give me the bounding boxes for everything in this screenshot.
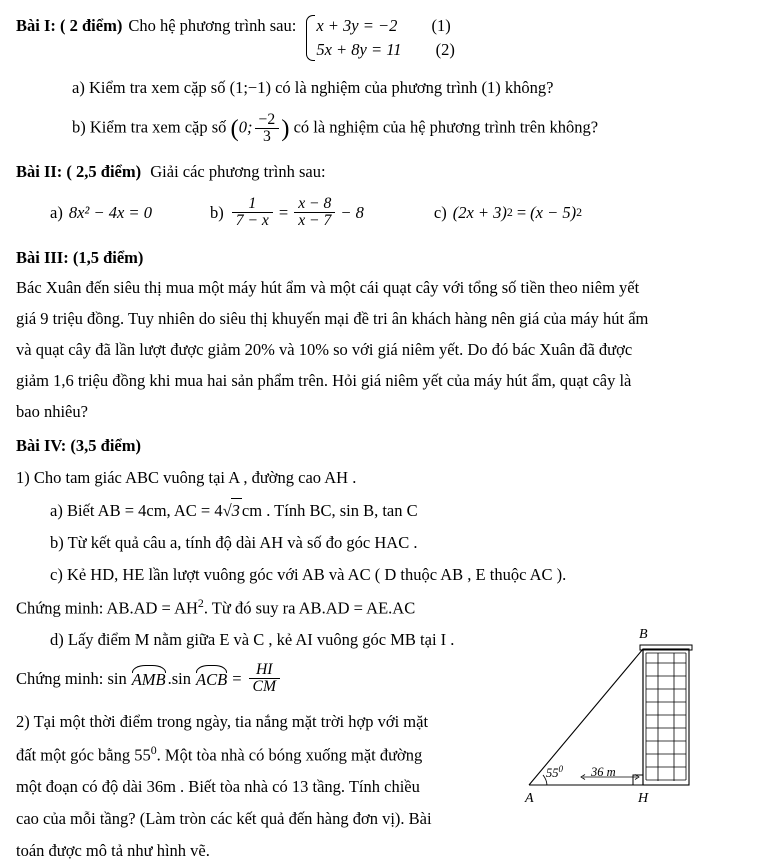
bai2-c-label: c) xyxy=(433,202,447,222)
figure-label-h: H xyxy=(638,791,649,806)
bai2-a-equation: 8x² − 4x = 0 xyxy=(68,202,152,222)
bai1-eq2-row xyxy=(316,38,455,62)
bai1-paren-close: ) xyxy=(281,114,290,142)
bai4-q1a xyxy=(50,498,741,523)
bai2-b-frac2-den: x − 7 xyxy=(294,212,335,229)
building-outline xyxy=(643,649,689,785)
bai4-q1a-radicand: 3 xyxy=(231,498,242,523)
bai4-q1c: c) Kẻ HD, HE lần lượt vuông góc với AB và AC ( D thuộc AB , E thuộc AC ). xyxy=(50,564,567,584)
bai2-c-left-exp: 2 xyxy=(506,204,513,219)
bai3-line-5: bao nhiêu? xyxy=(16,402,88,422)
bai1-eq2-tag: (2) xyxy=(435,39,455,59)
bai2-lead: Giải các phương trình sau: xyxy=(150,161,326,181)
bai4-q1b: b) Từ kết quả câu a, tính độ dài AH và số đo góc HAC . xyxy=(50,532,418,552)
bai1-part-a: a) Kiểm tra xem cặp số (1;−1) có là nghiệm của phương trình (1) không? xyxy=(72,77,554,97)
bai2-b-frac2 xyxy=(294,196,335,230)
bai4-q1c-proof-exp: 2 xyxy=(197,595,204,610)
bai2-heading-row xyxy=(16,160,741,184)
bai1-eq1-tag: (1) xyxy=(431,16,451,35)
bai2-c-right-exp: 2 xyxy=(576,204,583,219)
bai1-paren-open: ( xyxy=(230,114,239,142)
bai4-q2-line-5: toán được mô tả như hình vẽ. xyxy=(16,841,210,861)
bai4-q1d-proof-pre: Chứng minh: sin xyxy=(16,668,127,688)
bai1-frac-den: 3 xyxy=(255,128,280,145)
bai4-q1: 1) Cho tam giác ABC vuông tại A , đường cao AH . xyxy=(16,467,357,487)
bai2-b-equals: = xyxy=(278,202,289,222)
bai1-system xyxy=(304,14,455,62)
bai4-q2-degree-sup: 0 xyxy=(150,742,157,757)
bai3-heading: Bài III: (1,5 điểm) xyxy=(16,247,144,267)
bai2-c-left: (2x + 3) xyxy=(452,202,507,222)
bai2-c-right: (x − 5) xyxy=(530,202,577,222)
bai3-line-2: giá 9 triệu đồng. Tuy nhiên do siêu thị khuyến mại đề tri ân khách hàng nên giá của máy hút ẩm xyxy=(16,309,649,329)
bai4-q1a-post: cm . Tính BC, sin B, tan C xyxy=(241,500,418,520)
bai1-pair-left: 0; xyxy=(238,117,253,137)
figure-distance-label: 36 m xyxy=(591,765,616,779)
figure-angle-label xyxy=(546,763,563,782)
bai2-b-frac1 xyxy=(232,196,273,230)
bai2-block xyxy=(0,148,757,230)
bai4-q1d-dot: .sin xyxy=(167,668,192,688)
figure-svg xyxy=(521,637,751,812)
bai2-a-label: a) xyxy=(50,202,63,222)
bai4-q1d-fraction xyxy=(249,662,280,696)
bai2-b-frac1-num: 1 xyxy=(248,194,257,212)
bai2-b-frac1-den: 7 − x xyxy=(232,212,273,229)
bai4-q1c-proof-pre: Chứng minh: AB.AD = AH xyxy=(16,598,198,618)
bai4-q1c-proof xyxy=(16,595,741,620)
bai4-q2-line-2 xyxy=(16,742,496,767)
bai4-q2-line-4: cao của mỗi tầng? (Làm tròn các kết quả đến hàng đơn vị). Bài xyxy=(16,809,432,829)
bai2-equations-row xyxy=(50,196,741,230)
bai1-lead: Cho hệ phương trình sau: xyxy=(128,16,297,35)
bai1-eq1-row xyxy=(316,14,455,38)
bai4-angle-amb: AMB xyxy=(132,666,166,692)
bai2-b-frac2-num: x − 8 xyxy=(298,194,332,212)
bai4-q1d-frac-den: CM xyxy=(249,678,280,695)
bai4-q1d: d) Lấy điểm M nằm giữa E và C , kẻ AI vuông góc MB tại I . xyxy=(50,630,455,650)
bai2-c-equals: = xyxy=(516,202,527,222)
bai4-q2-text xyxy=(16,710,496,863)
bai1-part-b xyxy=(72,112,741,146)
figure-label-b: B xyxy=(639,627,648,642)
sqrt-icon: √3 xyxy=(223,498,242,523)
bai1-part-b-pre: b) Kiểm tra xem cặp số xyxy=(72,117,227,137)
bai4-q2-line-3: một đoạn có độ dài 36m . Biết tòa nhà có 13 tầng. Tính chiều xyxy=(16,777,420,797)
building-shadow-figure xyxy=(521,627,751,812)
bai3-line-1: Bác Xuân đến siêu thị mua một máy hút ẩm và một cái quạt cây với tổng số tiền theo niêm yết xyxy=(16,278,640,298)
bai4-angle-acb: ACB xyxy=(196,666,227,692)
bai3-line-3: và quạt cây đã lần lượt được giảm 20% và 10% so với giá niêm yết. Do đó bác Xuân đã được xyxy=(16,340,633,360)
bai1-part-b-post: có là nghiệm của hệ phương trình trên không? xyxy=(293,117,599,137)
bai1-frac-num: −2 xyxy=(258,110,276,128)
bai1-heading-row xyxy=(16,14,741,62)
bai4-q2-line-1: 2) Tại một thời điểm trong ngày, tia nắng mặt trời hợp với mặt xyxy=(16,711,429,731)
bai2-b-label: b) xyxy=(209,202,224,222)
bai4-q2-line-2-pre: đất một góc bằng 55 xyxy=(16,745,151,765)
bai2-heading: Bài II: ( 2,5 điểm) xyxy=(16,161,142,181)
figure-angle-degree: 0 xyxy=(558,764,563,774)
bai4-q1a-pre: a) Biết AB = 4cm, AC = 4 xyxy=(50,500,223,520)
bai1-heading: Bài I: ( 2 điểm) xyxy=(16,16,123,35)
bai4-q1d-equals: = xyxy=(232,668,242,688)
bai1-block xyxy=(0,0,757,146)
bai4-q2-line-2-post: . Một tòa nhà có bóng xuống mặt đường xyxy=(156,745,423,765)
bai4-heading: Bài IV: (3,5 điểm) xyxy=(16,436,141,456)
bai3-block xyxy=(0,232,757,425)
bai4-q1d-frac-num: HI xyxy=(255,660,273,678)
bai2-b-tail: − 8 xyxy=(340,202,364,222)
bai1-eq1: x + 3y = −2 xyxy=(316,16,398,35)
figure-label-a: A xyxy=(525,791,534,806)
window-grid-rows xyxy=(646,653,686,780)
bai3-line-4: giảm 1,6 triệu đồng khi mua hai sản phẩm trên. Hỏi giá niêm yết của máy hút ẩm, quạt cây là xyxy=(16,371,632,391)
bai1-eq2: 5x + 8y = 11 xyxy=(316,39,402,59)
bai1-fraction xyxy=(255,112,280,146)
figure-angle-value: 55 xyxy=(546,766,559,781)
bai4-q1c-proof-post: . Từ đó suy ra AB.AD = AE.AC xyxy=(203,598,416,618)
